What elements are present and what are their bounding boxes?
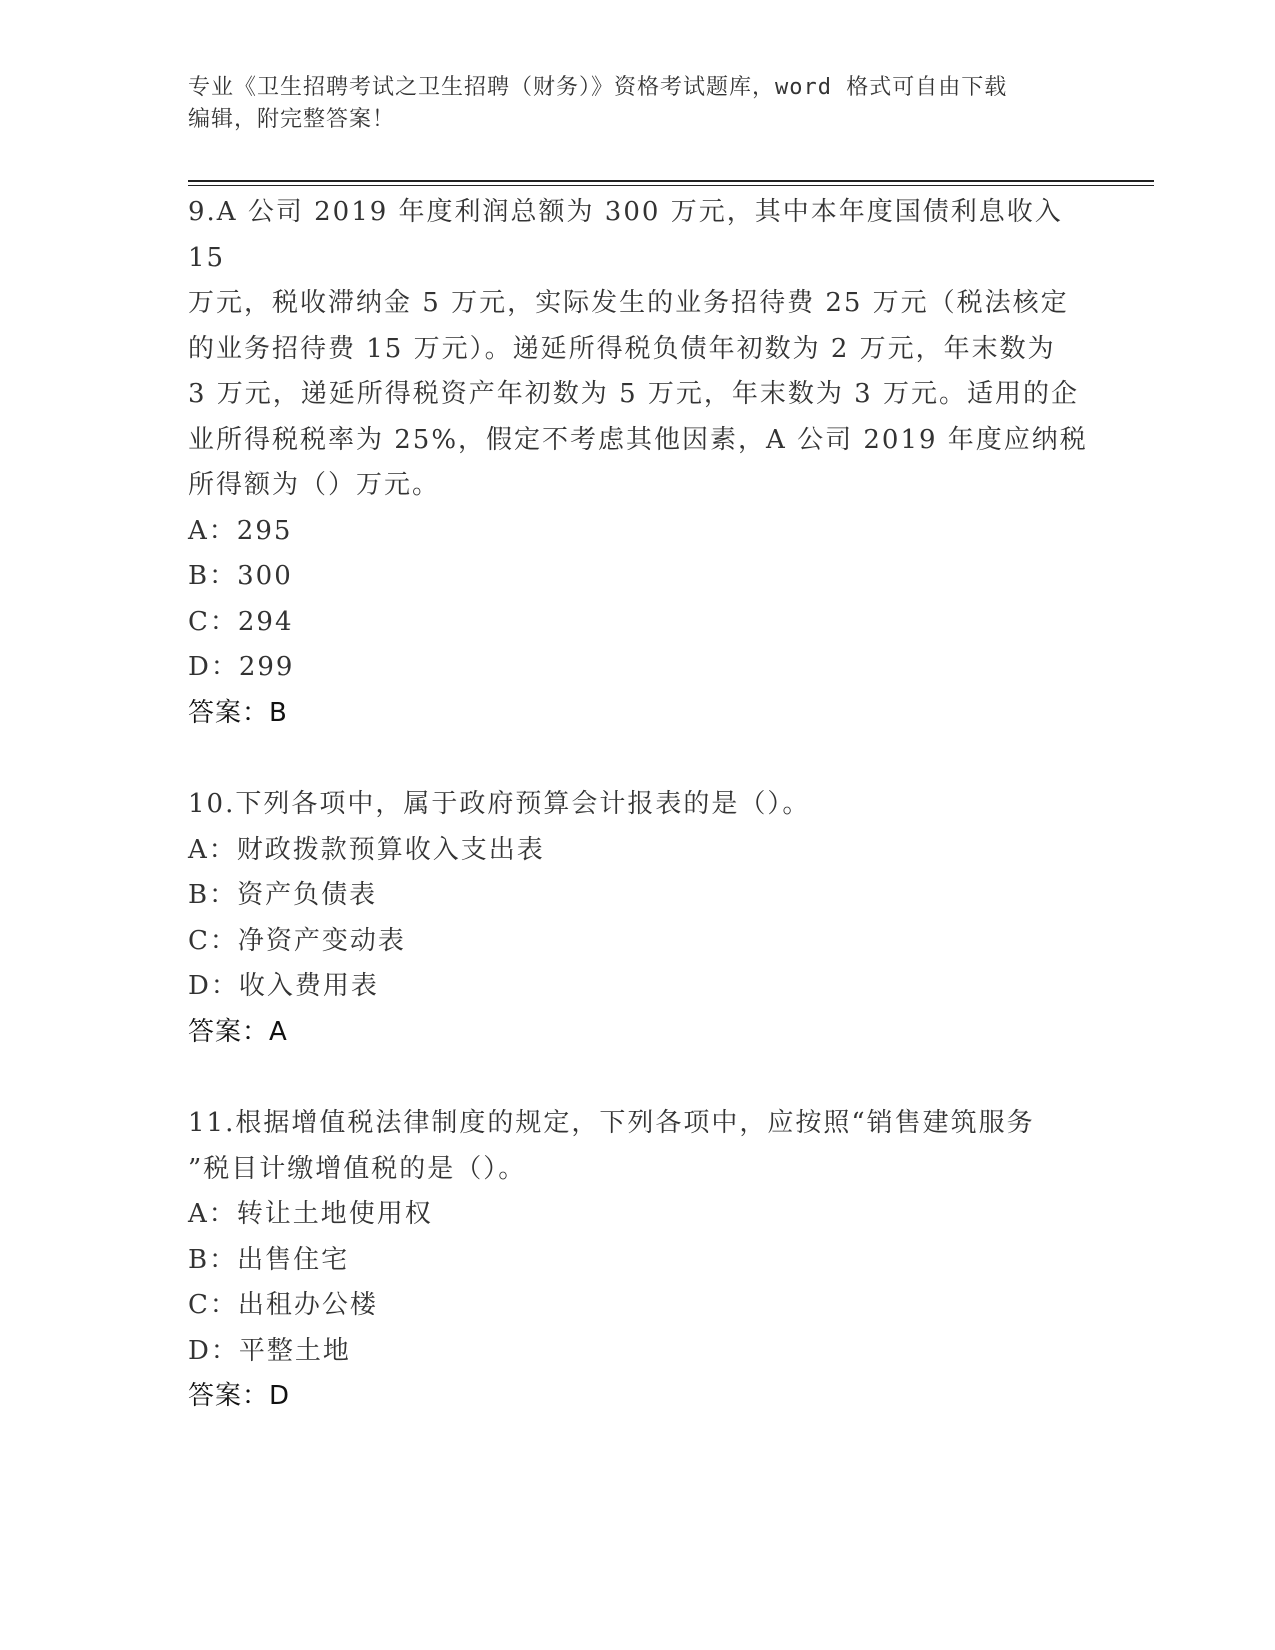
question-text-line: 所得额为（）万元。 [188, 470, 441, 500]
question-text-line: 10.下列各项中，属于政府预算会计报表的是（）。 [188, 789, 811, 819]
option-d: D：299 [188, 652, 295, 682]
question-11 [188, 1101, 1088, 1420]
question-list [188, 190, 1088, 1420]
option-b: B：300 [188, 561, 293, 591]
question-text-line: ”税目计缴增值税的是（）。 [188, 1153, 527, 1184]
option-a: A：转让土地使用权 [188, 1199, 433, 1229]
option-d: D：平整土地 [188, 1335, 351, 1366]
question-text-line: 9.A 公司 2019 年度利润总额为 300 万元，其中本年度国债利息收入 15 [188, 197, 1063, 273]
answer-label: 答案：A [188, 1016, 288, 1047]
option-b: B：资产负债表 [188, 880, 378, 910]
document-header [188, 72, 1088, 136]
question-text-line: 万元，税收滞纳金 5 万元，实际发生的业务招待费 25 万元（税法核定 [188, 288, 1069, 318]
header-divider-thick [188, 180, 1154, 182]
question-10 [188, 782, 1088, 1055]
option-a: A：295 [188, 515, 293, 546]
answer-label: 答案：D [188, 1381, 291, 1411]
option-c: C：出租办公楼 [188, 1290, 378, 1320]
option-d: D：收入费用表 [188, 971, 379, 1001]
question-text-line: 11.根据增值税法律制度的规定，下列各项中，应按照“销售建筑服务 [188, 1108, 1035, 1138]
answer-label: 答案：B [188, 697, 288, 728]
option-a: A：财政拨款预算收入支出表 [188, 834, 545, 865]
question-9 [188, 190, 1088, 736]
option-b: B：出售住宅 [188, 1244, 350, 1275]
question-text-line: 3 万元，递延所得税资产年初数为 5 万元，年末数为 3 万元。适用的企 [188, 379, 1079, 409]
header-divider-thin [188, 185, 1154, 186]
question-spacer [188, 736, 1088, 782]
question-spacer [188, 1055, 1088, 1101]
option-c: C：净资产变动表 [188, 925, 406, 956]
header-line-1: 专业《卫生招聘考试之卫生招聘（财务）》资格考试题库，word 格式可自由下载 [188, 75, 1008, 100]
option-c: C：294 [188, 606, 294, 637]
header-line-2: 编辑，附完整答案！ [188, 107, 396, 132]
question-text-line: 业所得税税率为 25%，假定不考虑其他因素，A 公司 2019 年度应纳税 [188, 424, 1088, 455]
question-text-line: 的业务招待费 15 万元）。递延所得税负债年初数为 2 万元，年末数为 [188, 333, 1056, 364]
